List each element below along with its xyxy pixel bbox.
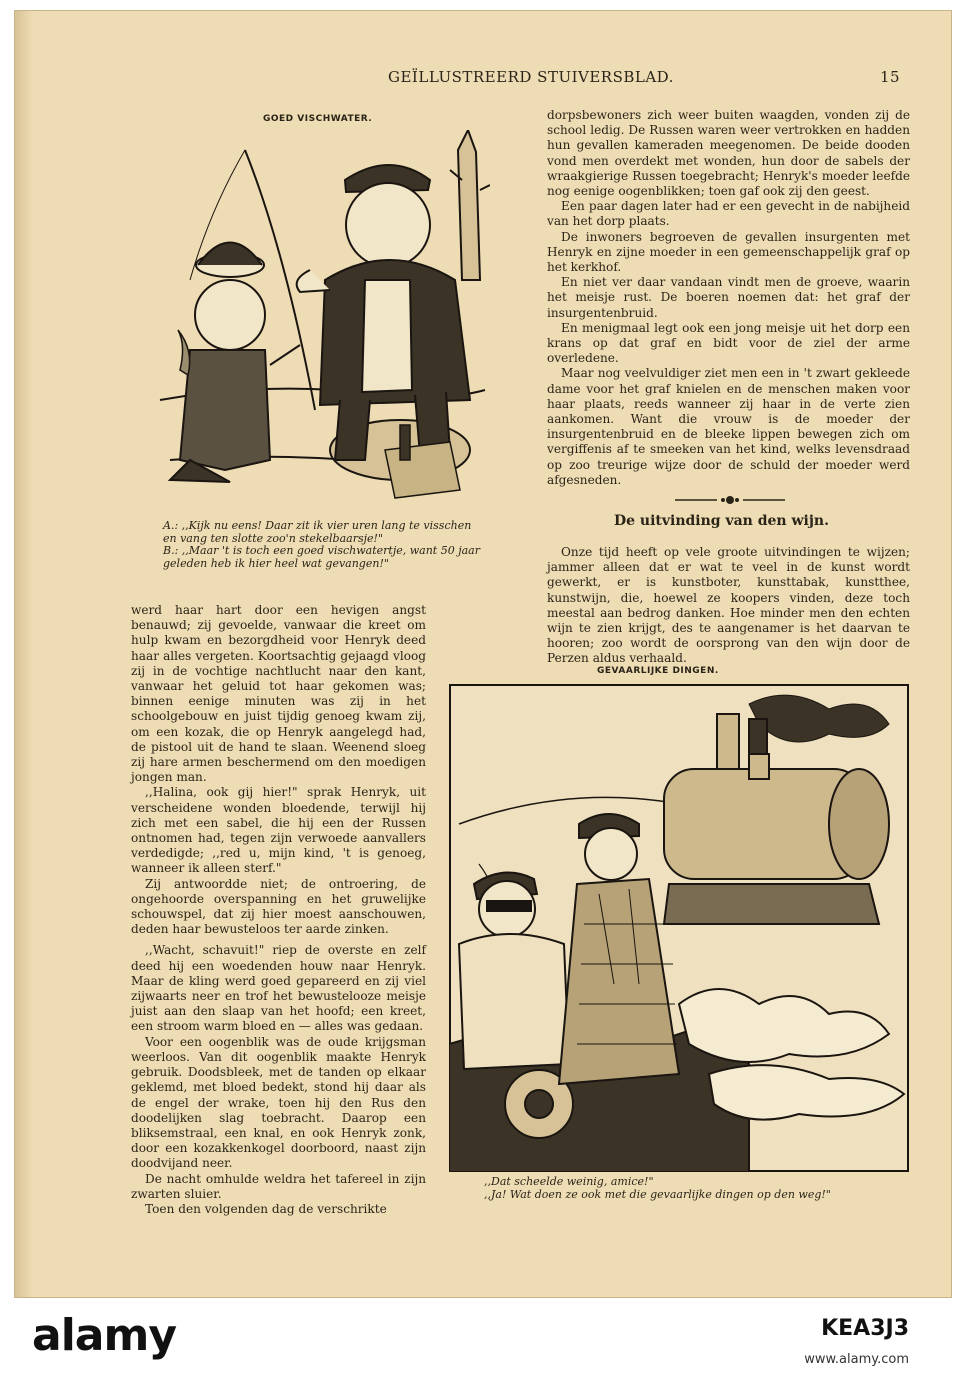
left-paragraph-2: ,,Halina, ook gij hier!" sprak Henryk, uit verscheidene wonden bloedende, terwijl hij zich met een sabel, die hij een der Russen ontnomen had, tegen zijn verwoede aanvallers verdedigde; ,,red u, mijn kind, 't is genoeg, wanneer ik alleen sterf." [131,785,426,876]
fishing-cartoon-illustration [150,130,490,510]
ornamental-divider [675,493,785,507]
cartoon2-caption-2: ,,Ja! Wat doen ze ook met die gevaarlijke dingen op den weg!" [484,1187,831,1201]
automobile-cartoon-illustration [449,684,909,1172]
right-column-text [547,108,910,488]
running-header-title: GEÏLLUSTREERD STUIVERSBLAD. [388,68,674,86]
cartoon1-caption [163,520,481,570]
cartoon1-caption-a: A.: ,,Kijk nu eens! Daar zit ik vier uren lang te visschen en vang ten slotte zoo'n stekelbaarsje!" [163,519,472,545]
article-text: Onze tijd heeft op vele groote uitvindingen te wijzen; jammer alleen dat er wat te veel in de kunst wordt gewerkt, er is kunstboter, kunsttabak, kunstthee, kunstwijn, die, hoewel ze koopers vinden, deze toch meestal aan bedrog danken. Hoe minder men den echten wijn te zien krijgt, des te aangenamer is het daarvan te hooren; zoo wordt de oorsprong van den wijn door de Perzen aldus verhaald. [547,545,910,666]
left-paragraph-7: Toen den volgenden dag de verschrikte [145,1201,387,1216]
article-text-block [547,545,910,667]
cartoon1-title: GOED VISCHWATER. [263,114,373,124]
image-id: KEA3J3 [821,1316,909,1341]
right-paragraph-1: dorpsbewoners zich weer buiten waagden, vonden zij de school ledig. De Russen waren weer vertrokken en hadden hun gevallen kameraden meegenomen. De beide dooden vond men overdekt met wonden, hun door de sabels der wraakgierige Russen toegebracht; Henryk's moeder leefde nog eenige oogenblikken; toen gaf ook zij den geest. [547,108,910,199]
page-number: 15 [880,68,901,86]
left-column-text [131,603,426,1217]
right-paragraph-5: En menigmaal legt ook een jong meisje uit het dorp een krans op dat graf en bidt voor de ziel der arme overledene. [547,320,910,366]
cartoon1-caption-b: B.: ,,Maar 't is toch een goed vischwatertje, want 50 jaar geleden heb ik hier heel wat gevangen!" [163,544,480,570]
cartoon2-title: GEVAARLIJKE DINGEN. [597,666,719,676]
watermark-url: www.alamy.com [804,1352,909,1367]
alamy-logo: alamy [32,1310,176,1361]
article-title: De uitvinding van den wijn. [614,513,829,529]
left-paragraph-3: Zij antwoordde niet; de ontroering, de ongehoorde overspanning en het gruwelijke schouwspel, dat zij hier moest aanschouwen, deden haar bewusteloos ter aarde zinken. [131,876,426,937]
left-paragraph-5: Voor een oogenblik was de oude krijgsman weerloos. Van dit oogenblik maakte Henryk gebruik. Doodsbleek, met de tanden op elkaar geklemd, met bloed bedekt, stond hij daar als de engel der wrake, toen hij den Rus den doodelijken slag toebracht. Daarop een bliksemstraal, een knal, en ook Henryk zonk, door een kozakkenkogel doorboord, naast zijn doodvijand neer. [131,1034,426,1171]
right-paragraph-2: Een paar dagen later had er een gevecht in de nabijheid van het dorp plaats. [547,199,910,229]
cartoon2-caption [470,1176,880,1201]
right-paragraph-4: En niet ver daar vandaan vindt men de groeve, waarin het meisje rust. De boeren noemen dat: het graf der insurgentenbruid. [547,275,910,320]
right-paragraph-6: Maar nog veelvuldiger ziet men een in 't zwart gekleede dame voor het graf knielen en de menschen maken voor haar plaats, reeds wanneer zij haar in de verte zien aankomen. Want die vrouw is de moeder der insurgentenbruid en de bleeke lippen bewegen zich om vergiffenis af te smeeken van het kind, welks levensdraad op zoo treurige wijze door de schuld der moeder werd afgesneden. [547,366,910,487]
page-binding-edge [15,11,33,1297]
right-paragraph-3: De inwoners begroeven de gevallen insurgenten met Henryk en zijne moeder in een gemeenschappelijk graf op het kerkhof. [547,229,910,275]
left-paragraph-6: De nacht omhulde weldra het tafereel in zijn zwarten sluier. [131,1171,426,1201]
left-paragraph-4: ,,Wacht, schavuit!" riep de overste en zelf deed hij een woedenden houw naar Henryk. Maar de kling werd goed gepareerd en zij viel zijwaarts neer en trof het bewustelooze meisje juist aan den slaap van het hoofd; een kreet, een stroom warm bloed en — alles was gedaan. [131,943,426,1034]
cartoon2-caption-1: ,,Dat scheelde weinig, amice!" [484,1175,654,1188]
left-paragraph-1: werd haar hart door een hevigen angst benauwd; zij gevoelde, vanwaar die kreet om hulp kwam en bezorgdheid voor Henryk deed haar alles vergeten. Koortsachtig gejaagd vloog zij in de vochtige nachtlucht naar den kant, vanwaar het geluid tot haar gekomen was; binnen eenige minuten was zij in het schoolgebouw en juist tijdig genoeg kwam zij, om een kozak, die op Henryk aangelegd had, de pistool uit de hand te slaan. Weenend sloeg zij hare armen beschermend om den moedigen jongen man. [131,603,426,785]
